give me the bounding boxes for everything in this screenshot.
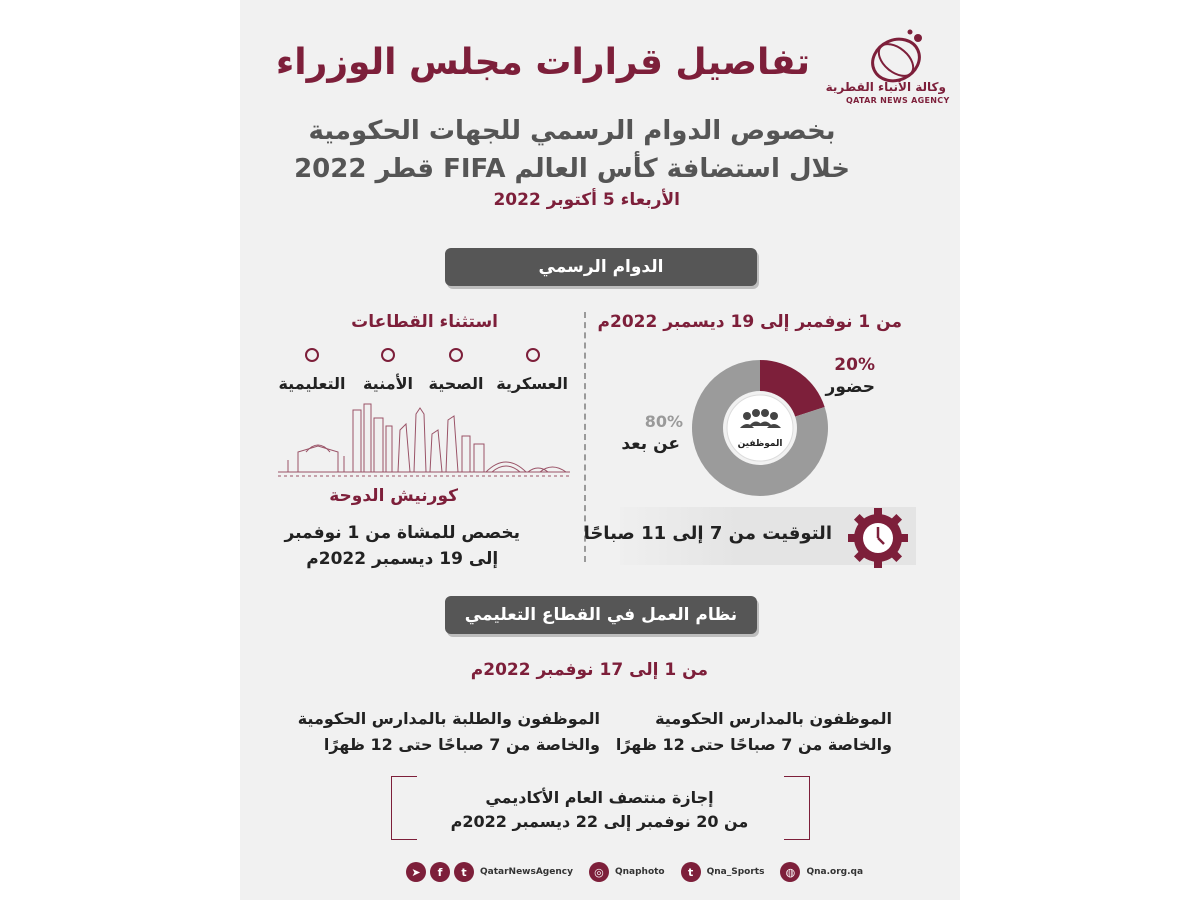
- page-title: تفاصيل قرارات مجلس الوزراء: [275, 42, 810, 83]
- twitter-icon[interactable]: t: [681, 862, 701, 882]
- holiday-note: [391, 786, 808, 834]
- clock-gear-icon: [846, 506, 910, 570]
- exceptions-title: استثناء القطاعات: [351, 312, 498, 332]
- bullet-icon: [449, 348, 463, 362]
- sector-label: الصحية: [428, 374, 484, 393]
- logo-name-ar: وكالة الأنباء القطرية: [825, 80, 946, 94]
- twitter-icon[interactable]: t: [454, 862, 474, 882]
- sports-handle[interactable]: Qna_Sports: [706, 867, 765, 877]
- sector-label: العسكرية: [496, 374, 568, 393]
- subtitle-line-2: خلال استضافة كأس العالم FIFA قطر 2022: [294, 154, 850, 184]
- sector-label: الأمنية: [362, 374, 414, 393]
- social-footer: [406, 861, 875, 883]
- sector-education: [277, 348, 347, 393]
- instagram-icon[interactable]: ◎: [589, 862, 609, 882]
- staff-note-line-1: الموظفون بالمدارس الحكومية: [655, 709, 892, 728]
- holiday-line-1: إجازة منتصف العام الأكاديمي: [485, 788, 714, 807]
- subtitle-line-1: بخصوص الدوام الرسمي للجهات الحكومية: [308, 116, 836, 146]
- corniche-description: [285, 520, 520, 572]
- present-percent: 20%: [834, 355, 875, 375]
- remote-percent: 80%: [644, 412, 683, 431]
- education-date-range: من 1 إلى 17 نوفمبر 2022م: [470, 660, 708, 680]
- corniche-title: كورنيش الدوحة: [329, 486, 458, 506]
- sector-health: [421, 348, 491, 393]
- holiday-line-2: من 20 نوفمبر إلى 22 ديسمبر 2022م: [450, 812, 749, 831]
- sector-security: [353, 348, 423, 393]
- sector-military: [498, 348, 568, 393]
- timing-text: التوقيت من 7 إلى 11 صباحًا: [583, 523, 832, 544]
- attendance-donut-chart: [690, 358, 830, 498]
- section-education: نظام العمل في القطاع التعليمي: [445, 596, 757, 634]
- instagram-handle[interactable]: Qnaphoto: [614, 867, 665, 877]
- students-note-line-1: الموظفون والطلبة بالمدارس الحكومية: [297, 709, 600, 728]
- corniche-desc-line-1: يخصص للمشاة من 1 نوفمبر: [284, 523, 520, 543]
- page-subtitle: [294, 112, 850, 188]
- infographic: [240, 0, 960, 900]
- bullet-icon: [305, 348, 319, 362]
- doha-skyline-icon: [278, 400, 570, 478]
- official-hours-date-range: من 1 نوفمبر إلى 19 ديسمبر 2022م: [597, 312, 902, 332]
- staff-note-line-2: والخاصة من 7 صباحًا حتى 12 ظهرًا: [615, 735, 892, 754]
- globe-icon[interactable]: ◍: [780, 862, 800, 882]
- publish-date: الأربعاء 5 أكتوبر 2022: [493, 190, 680, 210]
- remote-label: عن بعد: [621, 434, 680, 454]
- agency-handle[interactable]: QatarNewsAgency: [480, 867, 573, 877]
- logo-name-en: QATAR NEWS AGENCY: [846, 96, 950, 105]
- telegram-icon[interactable]: ➤: [406, 862, 426, 882]
- section-official-hours: الدوام الرسمي: [445, 248, 757, 286]
- education-staff-note: [616, 706, 892, 758]
- corniche-desc-line-2: إلى 19 ديسمبر 2022م: [306, 549, 499, 569]
- sector-label: التعليمية: [278, 374, 346, 393]
- facebook-icon[interactable]: f: [430, 862, 450, 882]
- students-note-line-2: والخاصة من 7 صباحًا حتى 12 ظهرًا: [323, 735, 600, 754]
- donut-center-label: الموظفين: [737, 439, 783, 449]
- present-label: حضور: [825, 377, 875, 397]
- education-students-note: [298, 706, 600, 758]
- bullet-icon: [526, 348, 540, 362]
- website-link[interactable]: Qna.org.qa: [806, 867, 864, 877]
- bullet-icon: [381, 348, 395, 362]
